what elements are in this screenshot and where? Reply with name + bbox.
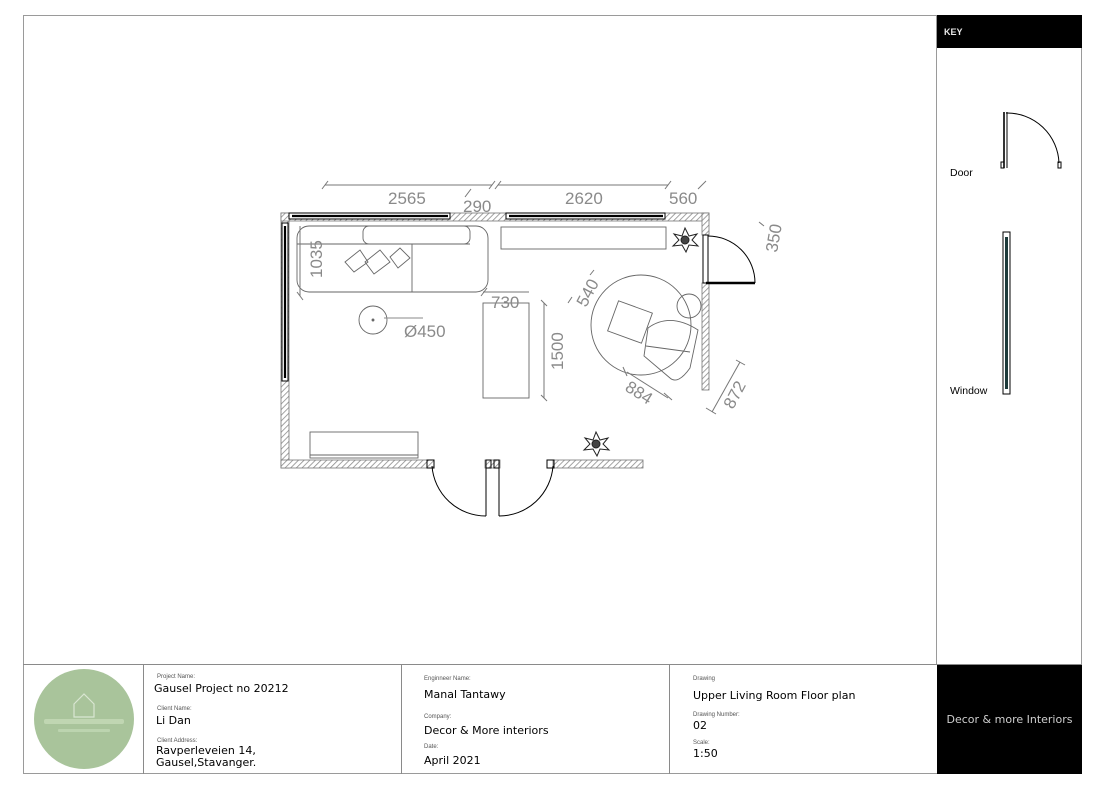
key-window-label: Window xyxy=(950,385,988,397)
side-door xyxy=(703,235,755,283)
dim-450: Ø450 xyxy=(404,322,446,341)
wall-windows xyxy=(282,213,665,381)
dim-1035: 1035 xyxy=(307,240,326,278)
tv-unit xyxy=(310,432,418,458)
dimension-labels xyxy=(307,189,786,412)
key-door-symbol xyxy=(1001,112,1061,168)
client-name: Li Dan xyxy=(156,714,191,727)
dim-290: 290 xyxy=(463,197,492,216)
scale-caption: Scale: xyxy=(693,740,710,746)
drawing-title: Upper Living Room Floor plan xyxy=(693,689,856,702)
key-window-symbol xyxy=(1003,232,1010,394)
plant xyxy=(584,432,609,456)
company-logo xyxy=(34,669,134,769)
sideboard-top xyxy=(501,227,666,249)
company-name: Decor & More interiors xyxy=(424,724,549,737)
engineer-caption: Enginneer Name: xyxy=(424,676,471,682)
house-icon xyxy=(34,669,134,769)
client-address-line2: Gausel,Stavanger. xyxy=(156,756,257,769)
key-title: KEY xyxy=(944,27,963,37)
dim-872: 872 xyxy=(719,377,750,412)
dim-884: 884 xyxy=(621,377,657,409)
entrance-double-door xyxy=(427,460,554,516)
dim-2565: 2565 xyxy=(388,189,426,208)
drawing-caption: Drawing xyxy=(693,676,716,682)
date-caption: Date: xyxy=(424,744,439,750)
armchair-group xyxy=(591,275,701,380)
walls xyxy=(281,213,709,468)
dim-560: 560 xyxy=(669,189,698,208)
client-address-line1: Ravperleveien 14, xyxy=(156,744,256,757)
brand-name: Decor & more Interiors xyxy=(946,713,1073,726)
engineer-name: Manal Tantawy xyxy=(424,688,506,701)
project-name: Gausel Project no 20212 xyxy=(154,682,289,695)
dim-1500: 1500 xyxy=(548,332,567,370)
scale-value: 1:50 xyxy=(693,747,718,760)
plant xyxy=(673,228,698,252)
project-name-caption: Project Name: xyxy=(157,674,196,680)
coffee-table xyxy=(483,303,529,398)
dim-350: 350 xyxy=(762,222,786,254)
date-value: April 2021 xyxy=(424,754,481,767)
dim-2620: 2620 xyxy=(565,189,603,208)
client-name-caption: Client Name: xyxy=(157,706,192,712)
dim-730: 730 xyxy=(491,293,520,312)
drawing-number: 02 xyxy=(693,719,707,732)
key-door-label: Door xyxy=(950,167,973,179)
client-address-caption: Client Address: xyxy=(157,738,198,744)
brand-box xyxy=(937,665,1082,774)
company-caption: Company: xyxy=(424,714,452,720)
dim-540: 540 xyxy=(572,275,603,310)
drawing-number-caption: Drawing Number: xyxy=(693,712,740,718)
